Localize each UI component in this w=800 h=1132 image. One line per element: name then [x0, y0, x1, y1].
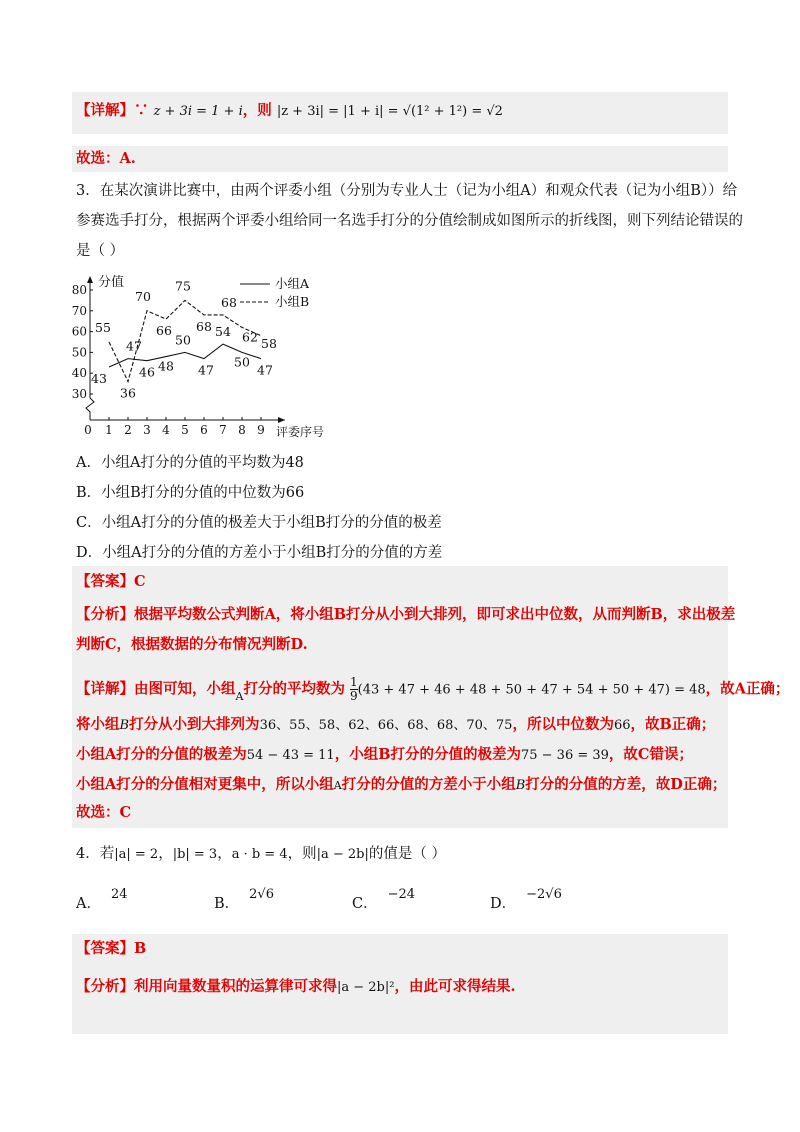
- data-label-a: 50: [234, 354, 250, 370]
- q4-analysis-tag: 【分析】: [76, 978, 134, 995]
- q3-line-1: 3．在某次演讲比赛中，由两个评委小组（分别为专业人士（记为小组A）和观众代表（记为小组B））给: [76, 183, 738, 199]
- x-tick-label: 4: [162, 423, 170, 437]
- q4-answer: 【答案】B: [76, 940, 147, 957]
- mean-expression: (43 + 47 + 46 + 48 + 50 + 47 + 54 + 50 + 47) = 48: [357, 682, 706, 698]
- q4-option-d-label: D．: [490, 896, 517, 912]
- q3-detail-text-2c: 打分从小到大排列为: [129, 716, 260, 733]
- q4-analysis-text-b: ，由此可求得结果.: [394, 978, 516, 995]
- group-a-symbol: A: [333, 779, 342, 792]
- range-b: 75 − 36 = 39: [520, 748, 609, 763]
- x-tick-label: 9: [257, 423, 265, 437]
- data-label-b: 68: [221, 294, 237, 310]
- q4-text-a: 4．若: [76, 846, 115, 862]
- y-axis-title: 分值: [98, 275, 125, 290]
- q3-detail-line-1: [76, 676, 789, 703]
- fraction-denominator: 9: [350, 689, 358, 703]
- target-expression: |a − 2b|: [316, 847, 369, 862]
- q4-sep-2: ，: [217, 846, 232, 862]
- q3-line-2: 参赛选手打分，根据两个评委小组给同一名选手打分的分值绘制成如图所示的折线图，则下列结论错误的: [76, 213, 743, 229]
- q4-sep-3: ，则: [287, 846, 317, 862]
- q4-option-a: [76, 887, 128, 913]
- median-value: 66: [613, 718, 631, 733]
- q3-analysis-line-2: 判断C，根据数据的分布情况判断D.: [76, 636, 308, 653]
- q4-option-a-value: 24: [110, 887, 128, 902]
- dot-product: a · b = 4: [231, 847, 288, 862]
- x-tick-label: 8: [238, 423, 246, 437]
- x-axis-title: 评委序号: [276, 425, 325, 439]
- data-label-a: 54: [215, 324, 231, 340]
- mag-b: |b| = 3: [172, 847, 218, 862]
- q3-detail-text-2d: ，所以中位数为: [512, 716, 614, 733]
- range-a: 54 − 43 = 11: [246, 748, 335, 763]
- data-label-a: 47: [198, 362, 214, 378]
- q3-detail-text-3a: 小组A打分的分值的极差为: [76, 746, 247, 763]
- q3-detail-text-4c: 打分的分值的方差小于小组: [341, 776, 516, 793]
- y-tick-label: 60: [71, 324, 87, 339]
- equation-modulus: |z + 3i| = |1 + i| = √(1² + 1²) = √2: [276, 104, 503, 119]
- line-chart: [70, 270, 340, 445]
- because-symbol: ∵: [134, 102, 149, 119]
- q4-analysis: [76, 976, 516, 999]
- q3-option-b: B．小组B打分的分值的中位数为66: [76, 485, 305, 501]
- data-label-b: 36: [120, 385, 136, 401]
- q3-analysis-tag: 【分析】: [76, 606, 134, 623]
- data-label-b: 75: [175, 278, 191, 294]
- data-label-b: 66: [156, 323, 172, 339]
- x-axis-arrow: [278, 417, 285, 423]
- q4-sep-1: ，: [158, 846, 173, 862]
- q4-option-d-value: −2√6: [526, 887, 562, 902]
- data-label-a: 47: [257, 362, 273, 378]
- q3-detail-line-2: [76, 714, 715, 737]
- group-b-symbol: B: [119, 718, 130, 733]
- legend-label-a: 小组A: [275, 276, 310, 291]
- legend-label-b: 小组B: [275, 294, 310, 309]
- y-axis-arrow: [87, 276, 93, 283]
- x-tick-label: 7: [219, 423, 227, 437]
- x-tick-label: 3: [143, 423, 151, 437]
- q3-detail-text-1a: 由图可知，小组: [134, 680, 236, 698]
- data-label-b: 62: [242, 329, 258, 345]
- fraction-numerator: 1: [350, 675, 358, 689]
- q4-analysis-text-a: 利用向量数量积的运算律可求得: [134, 978, 337, 995]
- q3-detail-text-2e: ，故B正确；: [630, 716, 716, 733]
- q4-text-b: 的值是（ ）: [368, 846, 446, 862]
- q4-analysis-expression: |a − 2b|²: [337, 980, 395, 995]
- q4-option-b: [214, 887, 274, 913]
- group-a-subscript: A: [235, 689, 244, 703]
- q3-answer: 【答案】C: [76, 573, 146, 590]
- then-text: ，则: [242, 102, 272, 119]
- fraction-one-ninth: [350, 676, 358, 703]
- detail-tag: 【详解】: [76, 102, 134, 119]
- q3-detail-text-3b: ，小组B打分的分值的极差为: [334, 746, 521, 763]
- data-label-b: 55: [95, 320, 111, 335]
- data-label-b: 58: [261, 335, 277, 351]
- q3-detail-text-4a: 小组A打分的分值相对更集中，所以小组: [76, 776, 334, 793]
- y-tick-label: 70: [71, 303, 87, 318]
- q3-choose: 故选：C: [76, 804, 132, 821]
- sorted-list: 36、55、58、62、66、68、68、70、75: [259, 718, 513, 733]
- mag-a: |a| = 2: [114, 847, 159, 862]
- data-label-a: 47: [126, 338, 142, 354]
- q3-analysis-line-1: [76, 604, 735, 626]
- q3-line-3: 是（ ）: [76, 243, 125, 259]
- q3-detail-text-1c: ，故A正确；: [705, 680, 790, 698]
- x-tick-label: 5: [181, 423, 189, 437]
- detail-line-1: [76, 100, 503, 123]
- q3-option-c: C．小组A打分的分值的极差大于小组B打分的分值的极差: [76, 515, 442, 531]
- q3-detail-text-4e: 打分的分值的方差，故D正确；: [525, 776, 727, 793]
- q3-option-a: A．小组A打分的分值的平均数为48: [76, 455, 304, 471]
- q3-detail-text-3c: ，故C错误；: [608, 746, 693, 763]
- q3-detail-tag: 【详解】: [76, 680, 134, 698]
- q4-option-b-value: 2√6: [249, 887, 274, 902]
- q3-detail-text-1b: 打分的平均数为: [243, 680, 345, 698]
- data-label-b: 68: [196, 318, 212, 334]
- q3-detail-text-2a: 将小组: [76, 716, 120, 733]
- data-label-a: 46: [139, 364, 155, 380]
- equation-z: z + 3i = 1 + i: [153, 104, 243, 119]
- x-tick-label: 2: [124, 423, 132, 437]
- q4-option-a-label: A．: [76, 896, 101, 912]
- data-label-a: 48: [158, 358, 174, 374]
- data-label-a: 50: [175, 332, 191, 348]
- q4-option-d: [490, 887, 562, 913]
- choose-band-1: [72, 146, 728, 172]
- axis-break: [86, 398, 94, 420]
- data-label-b: 70: [135, 288, 151, 304]
- q4-line: [76, 843, 446, 866]
- y-tick-label: 50: [71, 345, 87, 360]
- x-tick-label: 6: [200, 423, 208, 437]
- q3-detail-line-3: [76, 744, 693, 767]
- q4-option-c-label: C．: [352, 896, 378, 912]
- q3-option-d: D．小组A打分的分值的方差小于小组B打分的分值的方差: [76, 545, 443, 561]
- y-tick-label: 40: [71, 366, 87, 381]
- q3-analysis-text-1: 根据平均数公式判断A，将小组B打分从小到大排列，即可求出中位数，从而判断B，求出极差: [134, 606, 736, 623]
- q4-option-b-label: B．: [214, 896, 240, 912]
- choose-line-1: 故选：A.: [76, 150, 136, 167]
- y-tick-label: 80: [71, 283, 87, 297]
- y-tick-label: 30: [71, 387, 87, 401]
- x-tick-label: 1: [105, 423, 113, 437]
- q3-detail-line-4: [76, 774, 726, 797]
- q4-option-c-value: −24: [387, 887, 416, 902]
- x-tick-label: 0: [84, 423, 92, 437]
- data-label-a: 43: [91, 370, 107, 386]
- q4-option-c: [352, 887, 416, 913]
- group-b-symbol-2: B: [515, 778, 526, 793]
